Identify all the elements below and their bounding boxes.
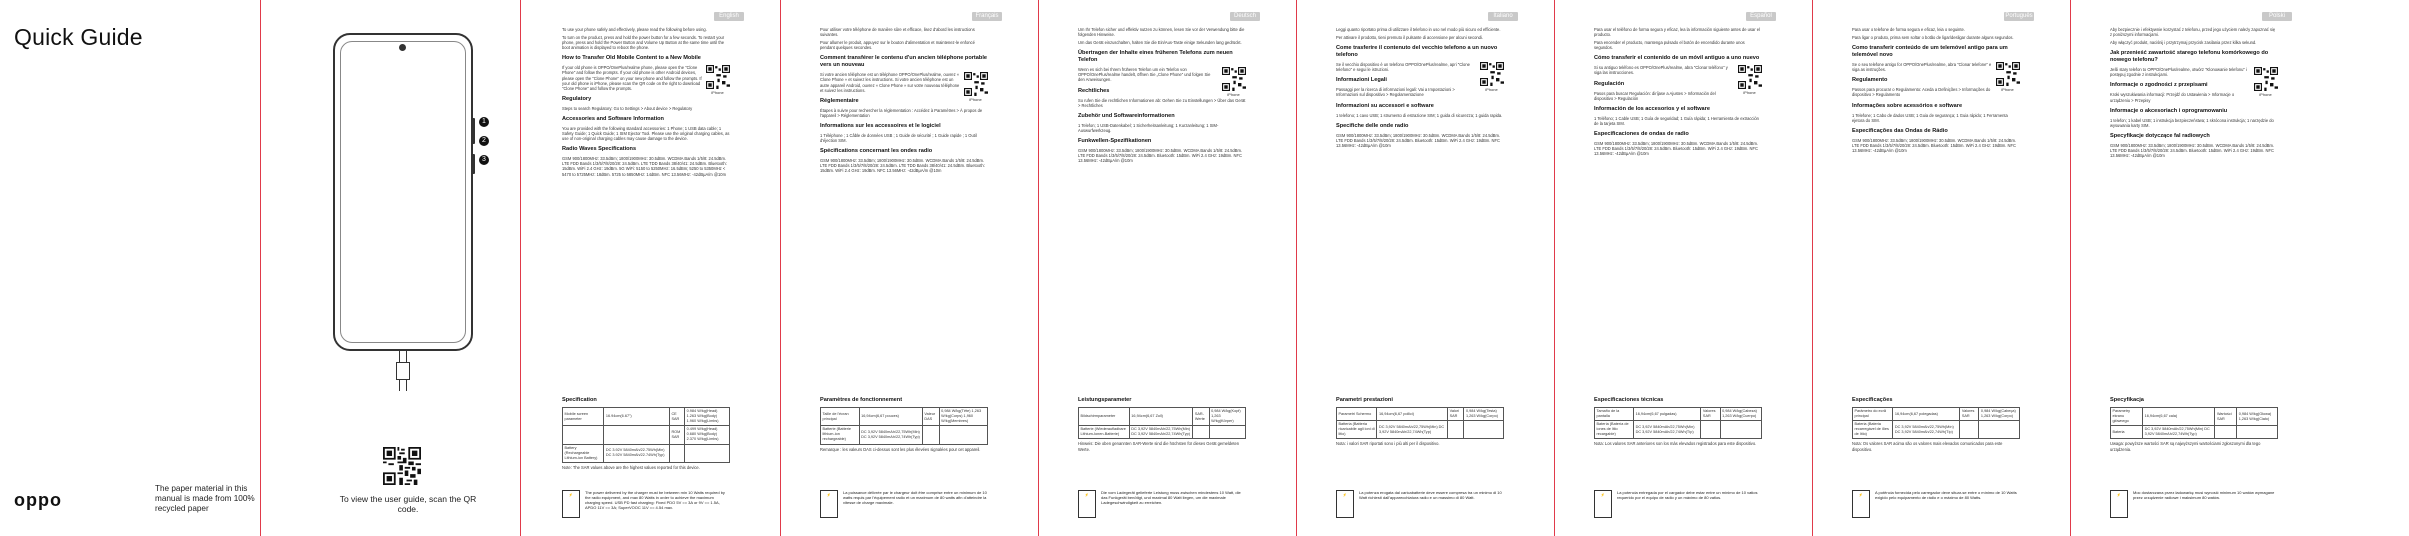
qr-code-icon: [964, 72, 988, 96]
charging-note: [1594, 490, 1762, 526]
spec-cell: Battery (Rechargeable Lithium-ion Battery): [563, 444, 604, 462]
spec-cell: DC 3,92V 5840mAh/22,75Wh(Min) DC 3,92V 5840mAh/22,74Wh(Typ): [1129, 426, 1193, 439]
power-on-text: To turn on the product, press and hold the power button for a few seconds. To restart your phone, press and hold the Power Button and Volume Up Button at the same time until the boot animation is displayed to reboot the phone.: [562, 35, 725, 51]
accessories-text: 1 Téléphone ; 1 Câble de données USB ; 1 Guide de sécurité ; 1 Guide rapide ; 1 Outil d'éjection SIM.: [820, 132, 977, 144]
iphone-qr[interactable]: [1995, 62, 2020, 92]
spec-table: [1852, 407, 2020, 439]
intro-text: Para usar el teléfono de forma segura y eficaz, lea la información siguiente antes de usar el producto.: [1594, 27, 1760, 38]
spec-cell: 0,984 W/kg(Głowa) 1,263 W/kg(Ciało): [2237, 408, 2278, 426]
power-on-text: Aby włączyć produkt, naciśnij i przytrzymaj przycisk zasilania przez kilka sekund.: [2110, 40, 2257, 46]
spec-cell: [1979, 421, 2020, 439]
callout-3: 3: [479, 155, 489, 165]
accessories-heading: Información de los accesorios y el software: [1594, 105, 1710, 112]
spec-cell: Taille de l'écran principal: [821, 408, 860, 426]
language-badge: Polski: [2262, 12, 2292, 21]
spec-cell: Valores SAR: [1960, 408, 1979, 421]
spec-cell: [604, 426, 670, 444]
spec-cell: Batterie (Batterie lithium-ion rechargeable): [821, 426, 860, 444]
accessories-heading: Informacje o akcesoriach i oprogramowaniu: [2110, 107, 2228, 114]
fold-line: [260, 0, 261, 536]
transfer-text: Se o seu telefone antigo for OPPO/OnePlus/realme, abra "Clonar telefone" e siga as instruções.: [1852, 62, 1992, 73]
spec-cell: Valores SAR: [1701, 408, 1720, 421]
spec-cell: Mobile screen parameter: [563, 408, 604, 426]
spec-cell: CE SAR: [669, 408, 684, 426]
qr-label: iPhone: [1743, 90, 1756, 96]
language-page: [1038, 0, 1296, 536]
power-on-text: Para encender el producto, mantenga pulsado el botón de encendido durante unos segundos.: [1594, 40, 1745, 51]
page-body: [820, 27, 988, 176]
spec-cell: [563, 426, 604, 444]
spec-cell: DC 3,92V 5840mAh/22,75Wh(Mín) DC 3,92V 5840mAh/22,74Wh(Típ): [1634, 421, 1701, 439]
accessories-text: You are provided with the following standard accessories: 1 Phone; 1 USB data cable; 1 Safety Guide; 1 Quick Guide; 1 SIM Ejector Tool. Please use the original charging cables, as use of non-original charging cables may cause damage to the device.: [562, 125, 730, 142]
spec-row: [821, 408, 988, 426]
spec-row: [2111, 426, 2278, 439]
spec-cell: DC 3,92V 5840mAh/22,75Wh(Min) DC 3,92V 5840mAh/22,74Wh(Typ): [2143, 426, 2215, 439]
spec-cell: [1448, 421, 1464, 439]
transfer-text: Si su antiguo teléfono es OPPO/OnePlus/realme, abra "Clonar teléfono" y siga las instrucciones.: [1594, 65, 1728, 76]
transfer-heading: Cómo transferir el contenido de un móvil antiguo a uno nuevo: [1594, 55, 1760, 62]
spec-cell: [939, 426, 987, 444]
radio-text: GSM 900/1800MHz: 33.5dBm; 1800/1900MHz: 30.5dBm. WCDMA Bands 1/5/8: 24.5dBm. LTE FDD Bands 1/3/5/7/8/20/28: 24.5dBm. Bluetooth: 15dBm. WiFi 2.4 GHz: 19dBm. NFC 13.56MHz: -42dBμA/m @10m: [2110, 142, 2275, 159]
charging-note: [1336, 490, 1504, 526]
spec-cell: 0,984 W/kg(Cabeça) 1,263 W/kg(Corpo): [1979, 408, 2020, 421]
iphone-qr[interactable]: [2253, 67, 2278, 97]
transfer-text: Jeśli stary telefon to OPPO/OnePlus/realme, otwórz "Klonowanie telefonu" i postępuj zgodnie z instrukcjami.: [2110, 67, 2247, 78]
charging-text: Moc dostarczana przez ładowarkę musi wynosić minimum 10 watów wymagane przez urządzenie radiowe i maksimum 80 watów.: [2133, 490, 2275, 500]
spec-cell: DC 3,92V 5840mAh/22,75Wh(Min) DC 3,92V 5840mAh/22,74Wh(Typ): [1377, 421, 1448, 439]
spec-cell: DC 3.92V 5840mAh/22.75Wh(Min) DC 3.92V 5840mAh/22.74Wh(Typ): [604, 444, 670, 462]
spec-cell: SAR-Werte: [1193, 408, 1209, 426]
usb-plug: [396, 362, 410, 380]
spec-heading: Parametri prestazioni: [1336, 397, 1393, 403]
spec-row: [1853, 421, 2020, 439]
language-page: [780, 0, 1038, 536]
regulatory-text: Pasos para buscar Regulación: diríjase a Ajustes > Información del dispositivo > Regulación: [1594, 90, 1716, 101]
spec-cell: Batería (Batería de iones de litio recargable): [1595, 421, 1634, 439]
transfer-text: Wenn es sich bei Ihrem früheren Telefon um ein Telefon von OPPO/OnePlus/realme handelt, öffnen Sie „Clone Phone“ und folgen Sie den Anweisungen.: [1078, 67, 1211, 83]
charger-icon: ⚡: [1336, 490, 1354, 518]
qr-label: iPhone: [2001, 87, 2014, 93]
spec-section: [820, 392, 988, 455]
regulatory-heading: Regulación: [1594, 80, 1625, 87]
intro-text: To use your phone safely and effectively, please read the following before using.: [562, 27, 707, 32]
spec-cell: 0,984 W/kg(Kopf) 1,263 W/kg(Körper): [1209, 408, 1245, 426]
transfer-heading: Comment transférer le contenu d'un ancien téléphone portable vers un nouveau: [820, 55, 987, 69]
spec-note: Remarque : les valeurs DAS ci-dessus sont les plus élevées signalées pour cet appareil.: [820, 446, 981, 452]
recycled-paper-note: The paper material in this manual is made from 100% recycled paper: [155, 484, 255, 513]
power-on-text: Um das Gerät einzuschalten, halten Sie die Ein/Aus-Taste einige Sekunden lang gedrückt.: [1078, 40, 1242, 46]
spec-row: [1079, 426, 1246, 439]
qr-label: iPhone: [1227, 92, 1240, 98]
spec-row: [1853, 408, 2020, 421]
regulatory-text: Steps to search Regulatory: Go to Settings > About device > Regulatory: [562, 105, 693, 111]
language-page: [2070, 0, 2328, 536]
spec-table: [1336, 407, 1504, 439]
volume-key: [471, 118, 475, 144]
spec-cell: 16,94cm(6,67 pollici): [1377, 408, 1448, 421]
spec-heading: Especificações: [1852, 397, 1893, 403]
regulatory-text: Passaggi per la ricerca di informazioni legali: Vai a Impostazioni > Informazioni sul dispositivo > Regolamentazione: [1336, 87, 1455, 98]
spec-note: Nota: Os valores SAR acima são os valores mais elevados comunicados para este dispositivo.: [1852, 441, 2003, 452]
qr-code-icon: [1996, 62, 2020, 86]
spec-note: Hinweis: Die oben genannten SAR-Werte sind die höchsten für dieses Gerät gemeldeten Werte.: [1078, 441, 1240, 452]
cover-title: Quick Guide: [14, 24, 143, 50]
language-badge: Italiano: [1488, 12, 1518, 21]
spec-cell: [685, 444, 730, 462]
spec-section: [1594, 392, 1762, 450]
spec-cell: [1960, 421, 1979, 439]
page-body: [562, 27, 730, 180]
iphone-qr[interactable]: [963, 72, 988, 102]
spec-cell: Bateria (Bateria recarregável de iões de lítio): [1853, 421, 1893, 439]
power-on-text: Per attivare il prodotto, tieni premuto il pulsante di accensione per alcuni secondi.: [1336, 35, 1484, 41]
spec-section: [2110, 392, 2278, 455]
spec-note: Nota: i valori SAR riportati sono i più alti per il dispositivo.: [1336, 441, 1440, 447]
qr-code-icon: [1222, 67, 1246, 91]
spec-note: Uwaga: powyższe wartości SAR są najwyższymi wartościami zgłoszonymi dla tego urządzenia.: [2110, 441, 2261, 452]
charger-icon: ⚡: [1594, 490, 1612, 518]
intro-text: Pour utiliser votre téléphone de manière sûre et efficace, lisez d'abord les instructions suivantes.: [820, 27, 975, 38]
language-page: [1296, 0, 1554, 536]
intro-text: Aby bezpiecznie i efektywnie korzystać z telefonu, przed jego użyciem należy zapoznać się z poniższymi informacjami.: [2110, 27, 2276, 38]
spec-cell: Batteria (Batteria ricaricabile agli ioni di litio): [1337, 421, 1377, 439]
qr-caption: To view the user guide, scan the QR code.: [339, 494, 477, 514]
spec-section: [1078, 392, 1246, 455]
spec-row: [1337, 408, 1504, 421]
language-page: [1812, 0, 2070, 536]
spec-section: [1852, 392, 2020, 455]
language-page: [1554, 0, 1812, 536]
charger-icon: ⚡: [2110, 490, 2128, 518]
transfer-heading: How to Transfer Old Mobile Content to a New Mobile: [562, 55, 701, 62]
accessories-heading: Informações sobre acessórios e software: [1852, 102, 1963, 109]
language-badge: English: [714, 12, 744, 21]
spec-row: [1595, 421, 1762, 439]
accessories-heading: Accessories and Software Information: [562, 115, 664, 122]
spec-row: [563, 426, 730, 444]
spec-cell: 0,984 W/kg(Testa) 1,263 W/kg(Corpo): [1464, 408, 1504, 421]
spec-note: Note: The SAR values above are the highest values reported for this device.: [562, 464, 700, 470]
accessories-heading: Zubehör und Softwareinformationen: [1078, 112, 1175, 119]
spec-row: [563, 408, 730, 426]
iphone-qr[interactable]: [1479, 62, 1504, 92]
charging-note: [820, 490, 988, 526]
qr-code-icon: [2254, 67, 2278, 91]
regulatory-text: So rufen Sie die rechtlichen Informationen ab: Gehen Sie zu Einstellungen > Über das Gerät > Rechtliches: [1078, 97, 1246, 108]
language-badge: Português: [2005, 13, 2033, 19]
spec-cell: 0,984 W/kg(Tête) 1,263 W/kg(Corps) 1,960 W/kg(Membres): [939, 408, 987, 426]
spec-cell: DC 3,92V 5840mAh/22,75Wh(Mín) DC 3,92V 5840mAh/22,74Wh(Típ): [1893, 421, 1960, 439]
charging-note: [2110, 490, 2278, 526]
spec-cell: Valori SAR: [1448, 408, 1464, 421]
spec-cell: Wartości SAR: [2215, 408, 2237, 426]
spec-cell: 16,94cm(6,67 pulgadas): [1634, 408, 1701, 421]
spec-cell: [1720, 421, 1761, 439]
spec-cell: [922, 426, 939, 444]
spec-heading: Specification: [562, 397, 597, 403]
radio-text: GSM 900/1800MHz: 33.5dBm; 1800/1900MHz: 30.5dBm. WCDMA Bands 1/5/8: 24.5dBm. LTE FDD Bands 1/3/5/7/8/20/28: 24.5dBm. Bluetooth: 15dBm. WiFi 2.4 GHz: 19dBm. NFC 13.56MHz: -42dBμA/m @10m: [1336, 132, 1501, 148]
page-body: [1594, 27, 1762, 159]
transfer-text: Se il vecchio dispositivo è un telefono OPPO/OnePlus/realme, apri "Clone telefono" e segui le istruzioni.: [1336, 62, 1470, 73]
spec-row: [1079, 408, 1246, 426]
spec-cell: 16,94cm(6,67 polegadas): [1893, 408, 1960, 421]
spec-cell: Valeur DAS: [922, 408, 939, 426]
spec-cell: ROM SAR: [669, 426, 684, 444]
cover-panel: [0, 0, 260, 536]
spec-row: [1337, 421, 1504, 439]
charger-icon: ⚡: [1852, 490, 1870, 518]
page-body: [1852, 27, 2020, 156]
spec-cell: 16,94cm(6,67 Zoll): [1129, 408, 1193, 426]
page-body: [2110, 27, 2278, 161]
power-on-text: Pour allumer le produit, appuyez sur le bouton d'alimentation et maintenez-le enfoncé pendant quelques secondes.: [820, 40, 975, 51]
spec-cell: [2237, 426, 2278, 439]
radio-heading: Radio Waves Specifications: [562, 146, 637, 153]
qr-code-icon: [706, 65, 730, 89]
regulatory-heading: Rechtliches: [1078, 87, 1110, 94]
charging-text: La potencia entregada por el cargador debe estar entre un mínimo de 10 vatios requerido por el equipo de radio y un máximo de 80 vatios.: [1617, 490, 1758, 500]
spec-cell: [1464, 421, 1504, 439]
spec-cell: DC 3,92V 5840mAh/22,75Wh(Min) DC 3,92V 5840mAh/22,74Wh(Typ): [859, 426, 922, 444]
spec-section: [1336, 392, 1504, 450]
regulatory-heading: Informacje o zgodności z przepisami: [2110, 82, 2208, 89]
charging-text: La puissance délivrée par le chargeur doit être comprise entre un minimum de 10 watts requis par l'équipement radio et un maximum de 80 watts afin d'atteindre la vitesse de charge maximale.: [843, 490, 987, 505]
radio-heading: Funkwellen-Spezifikationen: [1078, 137, 1152, 144]
oppo-logo: oppo: [14, 490, 62, 510]
callout-1: 1: [479, 117, 489, 127]
charging-note: [1852, 490, 2020, 526]
accessories-text: 1 Telefone; 1 Cabo de dados USB; 1 Guia de segurança; 1 Guia rápido; 1 Ferramenta ejetora do SIM.: [1852, 112, 2008, 123]
charging-text: The power delivered by the charger must be between min 10 Watts required by the radio equipment, and max 80 Watts in order to achieve the maximum charging speed. USB PD fast charging: Fixed PDO 5V == 3A or 9V == 1.5A, APDO 11V == 3A; SuperVOOC 11V == 4.54 max.: [585, 490, 725, 510]
spec-cell: 16.94cm(6.67"): [604, 408, 670, 426]
spec-cell: 0,984 W/kg(Cabeza) 1,263 W/kg(Cuerpo): [1720, 408, 1761, 421]
radio-text: GSM 900/1800MHz: 33.5dBm; 1800/1900MHz: 30.5dBm. WCDMA Bands 1/5/8: 24.5dBm. LTE FDD Bands 1/3/5/7/8/20/28: 24.5dBm. Bluetooth: 15dBm. WiFi 2.4 GHz: 19dBm. NFC 13.56MHz: -42dBμA/m @10m: [1852, 137, 2017, 153]
iphone-qr[interactable]: [705, 65, 730, 95]
spec-cell: Parametry ekranu głównego: [2111, 408, 2143, 426]
qr-label: iPhone: [969, 97, 982, 103]
charging-text: La potenza erogata dal caricabatterie deve essere compresa tra un minimo di 10 Watt richiesti dall'apparecchiatura radio e un massimo di 80 Watt.: [1359, 490, 1502, 500]
spec-note: Nota: Los valores SAR anteriores son los más elevados registrados para este dispositivo.: [1594, 441, 1757, 447]
language-page: [522, 0, 780, 536]
phone-screen: [340, 41, 466, 343]
spec-cell: Parâmetro do ecrã principal: [1853, 408, 1893, 421]
spec-cell: Batterie (Wiederaufladbare Lithium-Ionen-Batterie): [1079, 426, 1130, 439]
power-on-text: Para ligar o produto, prima sem soltar o botão de ligar/desligar durante alguns segundos.: [1852, 35, 2014, 41]
accessories-heading: Informazioni su accessori e software: [1336, 102, 1434, 109]
spec-cell: 0.984 W/kg(Head) 1.263 W/kg(Body) 1.960 W/kg(Limbs): [685, 408, 730, 426]
regulatory-heading: Informazioni Legali: [1336, 77, 1387, 84]
camera-icon: [399, 44, 406, 51]
charging-note: [1078, 490, 1246, 526]
radio-text: GSM 900/1800MHz: 33.5dBm; 1800/1900MHz: 30.5dBm. WCDMA Bands 1/5/8: 24.5dBm. LTE FDD Bands 1/3/5/7/8/20/28: 24.5dBm. LTE TDD Bands 38/40/41: 24.5dBm. Bluetooth: 15dBm. WiFi 2.4 GHz: 19dBm. NFC 13.56MHz: -42dBμA/m @10m: [820, 158, 985, 174]
iphone-qr[interactable]: [1737, 65, 1762, 95]
spec-row: [1595, 408, 1762, 421]
accessories-text: 1 telefono; 1 cavo USB; 1 strumento di estrazione SIM; 1 guida di sicurezza; 1 guida rapida.: [1336, 112, 1503, 118]
spec-cell: [1701, 421, 1720, 439]
charger-icon: ⚡: [562, 490, 580, 518]
iphone-qr[interactable]: [1221, 67, 1246, 97]
radio-heading: Spécifications concernant les ondes radio: [820, 148, 933, 155]
spec-cell: Tamaño de la pantalla: [1595, 408, 1634, 421]
spec-section: [562, 392, 730, 473]
spec-cell: [669, 444, 684, 462]
spec-cell: Parametri Schermo: [1337, 408, 1377, 421]
regulatory-heading: Réglementaire: [820, 97, 859, 104]
language-badge: Français: [972, 12, 1002, 21]
spec-cell: [2215, 426, 2237, 439]
spec-table: [562, 407, 730, 463]
spec-heading: Paramètres de fonctionnement: [820, 397, 903, 403]
radio-text: GSM 900/1800MHz: 33.5dBm; 1800/1900MHz: 30.5dBm. WCDMA Bands 1/5/8: 24.5dBm. LTE FDD Bands 1/3/5/7/8/20/28: 24.5dBm. Bluetooth: 15dBm. WiFi 2.4 GHz: 19dBm. NFC 13.56MHz: -42dBμA/m @10m: [1078, 147, 1243, 164]
spec-heading: Especificaciones técnicas: [1594, 397, 1664, 403]
spec-row: [821, 426, 988, 444]
spec-cell: 16,94cm(6,67 pouces): [859, 408, 922, 426]
intro-text: Para usar o telefone de forma segura e eficaz, leia o seguinte.: [1852, 27, 1965, 32]
intro-text: Um Ihr Telefon sicher und effektiv nutzen zu können, lesen Sie vor der Verwendung bitte die folgenden Hinweise.: [1078, 27, 1245, 38]
spec-heading: Specyfikacja: [2110, 397, 2144, 403]
fold-line: [520, 0, 521, 536]
phone-illustration: [333, 33, 473, 351]
qr-code-icon[interactable]: [383, 447, 421, 485]
spec-cell: Bildschirmparameter: [1079, 408, 1130, 426]
transfer-heading: Como transferir conteúdo de um telemóvel antigo para um telemóvel novo: [1852, 45, 2008, 59]
power-key: [471, 154, 475, 174]
qr-code-icon: [1480, 62, 1504, 86]
spec-table: [1078, 407, 1246, 439]
spec-cell: [1209, 426, 1245, 439]
radio-heading: Especificações das Ondas de Rádio: [1852, 127, 1948, 134]
regulatory-heading: Regulamento: [1852, 77, 1888, 84]
transfer-heading: Jak przenieść zawartość starego telefonu komórkowego do nowego telefonu?: [2110, 50, 2269, 64]
spec-table: [2110, 407, 2278, 439]
spec-row: [563, 444, 730, 462]
qr-label: iPhone: [711, 90, 724, 96]
language-badge: Deutsch: [1230, 12, 1260, 21]
spec-cell: Bateria: [2111, 426, 2143, 439]
regulatory-text: Kroki wyszukiwania informacji: Przejdź do Ustawienia > Informacje o urządzeniu > Przepisy: [2110, 92, 2235, 103]
accessories-heading: Informations sur les accessoires et le logiciel: [820, 122, 941, 129]
regulatory-text: Passos para procurar o Regulamento: Aceda a Definições > Informações do dispositivo > Regulamento: [1852, 87, 1991, 98]
transfer-heading: Come trasferire il contenuto del vecchio telefono a un nuovo telefono: [1336, 45, 1498, 59]
charging-text: Die vom Ladegerät gelieferte Leistung muss zwischen mindestens 10 Watt, die das Funkgerät benötigt, und maximal 80 Watt liegen, um die maximale Ladegeschwindigkeit zu erreichen.: [1101, 490, 1241, 505]
intro-text: Leggi quanto riportato prima di utilizzare il telefono in uso nel modo più sicuro ed efficiente.: [1336, 27, 1501, 32]
radio-heading: Specifiche delle onde radio: [1336, 122, 1409, 129]
page-body: [1078, 27, 1246, 166]
spec-table: [1594, 407, 1762, 439]
spec-heading: Leistungsparameter: [1078, 397, 1132, 403]
charger-icon: ⚡: [820, 490, 838, 518]
qr-label: iPhone: [1485, 87, 1498, 93]
charging-text: A potência fornecida pelo carregador deve situar-se entre o mínimo de 10 Watts exigido pelo equipamento de rádio e o máximo de 80 Watts.: [1875, 490, 2017, 500]
spec-row: [2111, 408, 2278, 426]
spec-cell: [1193, 426, 1209, 439]
charger-icon: ⚡: [1078, 490, 1096, 518]
callout-2: 2: [479, 136, 489, 146]
transfer-text: Si votre ancien téléphone est un téléphone OPPO/OnePlus/realme, ouvrez « Clone Phone » et suivez les instructions. Si votre ancien téléphone est un autre appareil Android, ouvrez « Clone Phone » sur votre nouveau téléphone et suivez les instructions.: [820, 72, 960, 93]
regulatory-text: Étapes à suivre pour rechercher la réglementation : Accédez à Paramètres > À propos de l'appareil > Réglementation: [820, 107, 983, 118]
transfer-text: If your old phone is OPPO/OnePlus/realme phone, please open the "Clone Phone" and follow the prompts. If your old phone is other Android devices, please open the "Clone Phone" on your new phone and follow the prompts. If your old phone is iPhone, please scan the QR code on the right to download "Clone Phone" and follow the prompts.: [562, 65, 702, 91]
charging-note: [562, 490, 730, 526]
radio-text: GSM 900/1800MHz: 33.5dBm; 1800/1900MHz: 30.5dBm. WCDMA Bands 1/5/8: 24.5dBm. LTE FDD Bands 1/3/5/7/8/20/28: 24.5dBm. Bluetooth: 15dBm. WiFi 2.4 GHz: 19dBm. NFC 13.56MHz: -42dBμA/m @10m: [1594, 140, 1759, 157]
accessories-text: 1 Teléfono; 1 Cable USB; 1 Guía de seguridad; 1 Guía rápida; 1 Herramienta de extracción de la tarjeta SIM.: [1594, 115, 1759, 126]
accessories-text: 1 telefon; 1 kabel USB; 1 instrukcja bezpieczeństwa; 1 skrócona instrukcja; 1 narzędzie do wysuwania karty SIM.: [2110, 117, 2274, 128]
language-badge: Español: [1746, 12, 1776, 21]
spec-cell: 0.499 W/kg(Head) 0.680 W/kg(Body) 2.370 W/kg(Limbs): [685, 426, 730, 444]
radio-heading: Especificaciones de ondas de radio: [1594, 130, 1689, 137]
qr-label: iPhone: [2259, 92, 2272, 98]
radio-text: GSM 900/1800MHz: 33.5dBm; 1800/1900MHz: 30.5dBm. WCDMA Bands 1/5/8: 24.5dBm. LTE FDD Bands 1/3/5/7/8/20/28: 24.5dBm. LTE TDD Bands 38/40/41: 24.5dBm. Bluetooth: 15dBm. WiFi 2.4 GHz: 19dBm. 5G WiFi: 5150 to 5250MHz: 16.5dBm; 5250 to 5350MHz < 5470 to 5725MHz: 18dBm. 5725 to 5850MHz: 14dBm. NFC 13.56MHz: -42dBμA/m @10m: [562, 156, 727, 177]
qr-code-icon: [1738, 65, 1762, 89]
regulatory-heading: Regulatory: [562, 95, 592, 102]
accessories-text: 1 Telefon; 1 USB-Datenkabel; 1 Sicherheitsanleitung; 1 Kurzanleitung; 1 SIM-Auswurfwerkzeug.: [1078, 122, 1219, 133]
radio-heading: Specyfikacje dotyczące fal radiowych: [2110, 132, 2210, 139]
page-body: [1336, 27, 1504, 151]
transfer-heading: Übertragen der Inhalte eines früheren Telefons zum neuen Telefon: [1078, 50, 1233, 64]
spec-cell: 16,94cm(6,67 cala): [2143, 408, 2215, 426]
spec-table: [820, 407, 988, 445]
